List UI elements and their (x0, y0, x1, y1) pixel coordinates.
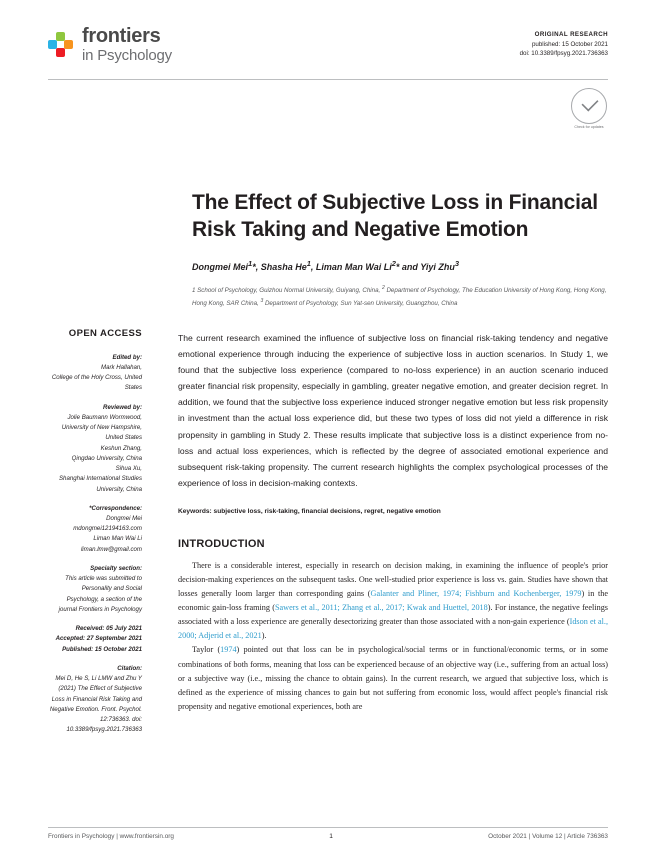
footer-divider (48, 827, 608, 828)
reviewer-name: Keshun Zhang, (100, 444, 142, 452)
page-title: The Effect of Subjective Loss in Financial Risk Taking and Negative Emotion (192, 191, 598, 241)
journal-subject: in Psychology (82, 46, 172, 64)
open-access-label: OPEN ACCESS (68, 327, 142, 339)
crossmark-badge[interactable] (570, 88, 608, 130)
keywords: Keywords: subjective loss, risk-taking, financial decisions, regret, negative emotion (178, 508, 441, 516)
footer-journal-link[interactable]: Frontiers in Psychology | www.frontiersin.org (48, 833, 174, 840)
specialty-text: This article was submitted to Personality and Social Psychology, a section of the journal Frontiers in Psychology (58, 575, 142, 613)
title-block (192, 190, 608, 309)
reviewer-affiliation: Qingdao University, China (71, 454, 142, 462)
article-type: ORIGINAL RESEARCH (534, 31, 608, 38)
doi[interactable]: doi: 10.3389/fpsyg.2021.736363 (519, 50, 608, 58)
dates-block (48, 624, 142, 655)
reviewed-by-label: Reviewed by: (103, 403, 142, 411)
reviewed-by-block (48, 403, 142, 495)
edited-by-block (48, 353, 142, 394)
corresponding-author-email[interactable]: mdongmei12194163.com (73, 525, 142, 533)
corresponding-author-email[interactable]: liman.lmw@gmail.com (80, 545, 142, 553)
journal-name: frontiers (82, 25, 161, 47)
specialty-section-block (48, 564, 142, 615)
affiliations: 1 School of Psychology, Guizhou Normal University, Guiyang, China, $^2$ Department of Psychology, The Education University of Hong Kong, Hong Kong, Hong Kong, SAR China, $^3$ Department of Psychology, Sun Yat-sen University, Guangzhou, China (192, 284, 607, 307)
reviewer-affiliation: Shanghai International Studies University, China (58, 475, 142, 493)
citation-text: Mei D, He S, Li LMW and Zhu Y (2021) The Effect of Subjective Loss in Financial Risk Taking and Negative Emotion. Front. Psychol. 12:736363. doi: 10.3389/fpsyg.2021.736363 (49, 675, 142, 734)
intro-paragraph-1: There is a considerable interest, especially in research on decision making, in examining the influence of people's prior decision-making experiences on the subsequent tasks. One well-studied prior experience is loss vs. gain. Studies have shown that losses generally loom larger than corresponding gains (Galanter and Pliner, 1974; Fishburn and Kochenberger, 1979) in the economic gain-loss framing (Sawers et al., 2011; Zhang et al., 2017; Kwak and Huettel, 2018). For instance, the negative feelings associated with a loss experience are generally desectorizing greater than those associated with a non-gain experience (Idson et al., 2000; Adjerid et al., 2021). (178, 560, 608, 641)
crossmark-label: Check for updates (574, 125, 604, 129)
specialty-label: Specialty section: (90, 564, 142, 572)
intro-paragraph-2: Taylor (1974) pointed out that loss can be in psychological/social terms or in functional/economic terms, or in some combinations of both forms, meaning that loss can be experienced because of an objective way (i.e., suffering from an actual loss) or a subjective way (i.e., missing the chance to obtain gains). In the current research, we argued that subjective loss, which is defined as the experience of missing chances to gain but not suffering from economic loss, would affect people's financial risk propensity and negative emotional experiences, both are (178, 645, 608, 711)
journal-brand (48, 26, 172, 63)
main-column (156, 328, 608, 745)
publication-meta (520, 26, 608, 59)
editor-name: Mark Hallahan, (101, 363, 142, 371)
citation-block (48, 664, 142, 736)
introduction-body (178, 559, 608, 714)
edited-by-label: Edited by: (112, 353, 142, 361)
reviewer-name: Sihua Xu, (115, 465, 142, 473)
editor-affiliation: College of the Holy Cross, United States (51, 374, 142, 392)
footer-issue-info: October 2021 | Volume 12 | Article 736363 (488, 833, 608, 840)
section-heading-introduction: INTRODUCTION (178, 537, 265, 550)
published-date-sidebar: Published: 15 October 2021 (62, 645, 142, 653)
corresponding-author-name: Dongmei Mei (106, 514, 142, 522)
page-footer (48, 827, 608, 840)
reviewer-name: Jolie Baumann Wormwood, (67, 413, 142, 421)
accepted-date: Accepted: 27 September 2021 (55, 635, 142, 643)
correspondence-label: *Correspondence: (89, 504, 142, 512)
check-icon (571, 88, 607, 124)
corresponding-author-name: Liman Man Wai Li (93, 535, 142, 543)
masthead (48, 0, 608, 63)
author-list: Dongmei Mei$^1$*, Shasha He$^1$, Liman Man Wai Li$^2$* and Yiyi Zhu$^3$ (192, 258, 460, 272)
citation-label: Citation: (117, 664, 142, 672)
frontiers-logo-icon (48, 32, 74, 58)
body-area (48, 328, 608, 745)
abstract: The current research examined the influence of subjective loss on financial risk-taking tendency and negative emotional experience through inducing the experience of subjective loss in auction scenarios. In Study 1, we found that the subjective loss experience (compared to no-loss experience) in an auction scenario induced greater financial risk propensity, especially in gambling, greater negative emotion, and greater decision regret. In addition, we found that the subjective loss experience induced stronger negative emotion but less risk propensity in investment than the actual loss experience did, but these two types of loss did not yield a difference in risk propensity in gambling in Study 2. These results implicate that subjective loss is a distinct experience from no-loss and actual loss experiences, which is reflected by the degree of associated emotional experience and subsequent risk-taking propensity. The current research highlights the complex psychological processes of the experience of loss in decision-making contexts. (178, 332, 608, 489)
received-date: Received: 05 July 2021 (75, 625, 142, 633)
header-divider (48, 79, 608, 80)
sidebar (48, 328, 156, 745)
reviewer-affiliation: University of New Hampshire, United States (61, 424, 142, 442)
published-date: published: 15 October 2021 (531, 40, 608, 48)
correspondence-block (48, 504, 142, 555)
page-number: 1 (329, 833, 333, 840)
